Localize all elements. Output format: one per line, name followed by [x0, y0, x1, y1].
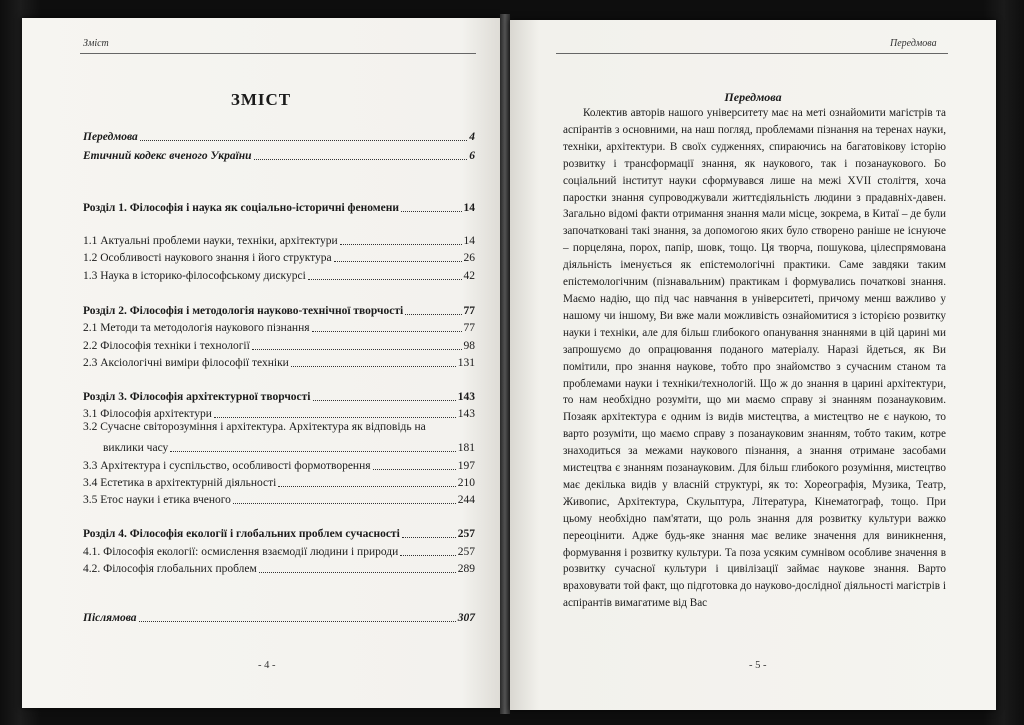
toc-item-2-3[interactable]: 2.3 Аксіологічні виміри філософії техніки 131 [83, 357, 475, 369]
preface-body: Колектив авторів нашого університету має на меті ознайомити магістрів та аспірантів з основними, на наш погляд, проблемами пізнання на теренах науки, техніки, архітектури. В своїх судженнях, спираючись на багатовікову історію розвитку і трансформації знання, як наукового, так і позанаукового. Бо соціальний інститут науки сформувався лише на межі XVII століття, хоча паростки знання супроводжували життєдіяльність людини з прадавніх-давен. Загально відомі факти отримання знання мали місце, зокрема, в Китаї – де були започатковані такі знання, за допомогою яких було створено раніше не існуюче – порцеляна, порох, папір, шовк, тощо. Ця творча, пошукова, цілеспрямована діяльність іменується як епістемологічні практики. Саме завдяки таким епістемологічним (пізнавальним) практикам і формувались початкові знання. Маємо надію, що під час навчання в університеті, причому менш важливо у нашому чи іншому, Ви вже мали можливість ознайомитися з історією розвитку науки і техніки, але для більш глибокого опанування знаннями в цій царині ми запрошуємо до опрацювання поданого матеріалу. Наразі йдеться, як Ви помітили, про знання наукове, тобто про знайомство з сучасним станом та проблемами науки і техніки/технологій. Що ж до знання в царині архітектури, то нам необхідно розуміти, що ми маємо справу зі знанням позанауковим. Позаяк архітектура є одним із видів мистецтва, а мистецтво не є наукою, то варто розуміти, що маємо справу з позанауковим знанням, тобто таким, котре знаходиться за межами наукового пізнання, а знання отримане засобами мистецтва є знанням позанауковим. Для більш глибокого розуміння, мистецтво має декілька видів у власній структурі, як то: Хореографія, Музика, Театр, Живопис, Архітектура, Скульптура, Література, Кінематограф, тощо. При цьому необхідно пам'ятати, що роль знання для розвитку культури важко переоцінити. Адже будь-яке знання має велике значення для виникнення, формування і розвитку культури. Та поза усяким сумнівом особливе значення в розвитку сучасної культури і цивілізації займає наукове знання. Варто враховувати той факт, що підготовка до науково-дослідної діяльності магістрів і аспірантів вимагатиме від Вас [563, 107, 946, 610]
book-spine [500, 14, 510, 714]
toc-item-3-2[interactable]: виклики часу 181 [103, 442, 475, 454]
preface-title: Передмова [724, 90, 782, 104]
right-header-rule [556, 53, 948, 54]
toc-section-4[interactable]: Розділ 4. Філософія екології і глобальних проблем сучасності 257 [83, 528, 475, 540]
right-page-number: - 5 - [749, 660, 767, 671]
toc-entry-ethics-code[interactable]: Етичний кодекс вченого України 6 [83, 150, 475, 162]
toc-entry-preface[interactable]: Передмова 4 [83, 131, 475, 143]
toc-item-1-3[interactable]: 1.3 Наука в історико-філософському дискурсі 42 [83, 270, 475, 282]
toc-section-3[interactable]: Розділ 3. Філософія архітектурної творчості 143 [83, 391, 475, 403]
toc-item-3-5[interactable]: 3.5 Етос науки і етика вченого 244 [83, 494, 475, 506]
toc-item-1-2[interactable]: 1.2 Особливості наукового знання і його структура 26 [83, 252, 475, 264]
toc-item-2-2[interactable]: 2.2 Філософія техніки і технології 98 [83, 340, 475, 352]
left-running-head: Зміст [83, 38, 109, 49]
toc-section-2[interactable]: Розділ 2. Філософія і методологія науково-технічної творчості 77 [83, 305, 475, 317]
toc-item-3-1[interactable]: 3.1 Філософія архітектури 143 [83, 408, 475, 420]
left-header-rule [80, 53, 476, 54]
toc-entry-afterword[interactable]: Післямова 307 [83, 612, 475, 624]
toc-item-4-2[interactable]: 4.2. Філософія глобальних проблем 289 [83, 563, 475, 575]
toc-item-4-1[interactable]: 4.1. Філософія екології: осмислення взаємодії людини і природи 257 [83, 546, 475, 558]
toc-item-1-1[interactable]: 1.1 Актуальні проблеми науки, техніки, архітектури 14 [83, 235, 475, 247]
toc-item-3-2-line1[interactable]: 3.2 Сучасне світорозуміння і архітектура. Архітектура як відповідь на [83, 421, 426, 433]
left-page-number: - 4 - [258, 660, 276, 671]
toc-title: ЗМІСТ [230, 90, 292, 109]
toc-item-2-1[interactable]: 2.1 Методи та методологія наукового пізнання 77 [83, 322, 475, 334]
right-running-head: Передмова [890, 38, 937, 49]
toc-item-3-3[interactable]: 3.3 Архітектура і суспільство, особливості формотворення 197 [83, 460, 475, 472]
toc-section-1[interactable]: Розділ 1. Філософія і наука як соціально-історичні феномени 14 [83, 202, 475, 214]
toc-item-3-4[interactable]: 3.4 Естетика в архітектурній діяльності 210 [83, 477, 475, 489]
